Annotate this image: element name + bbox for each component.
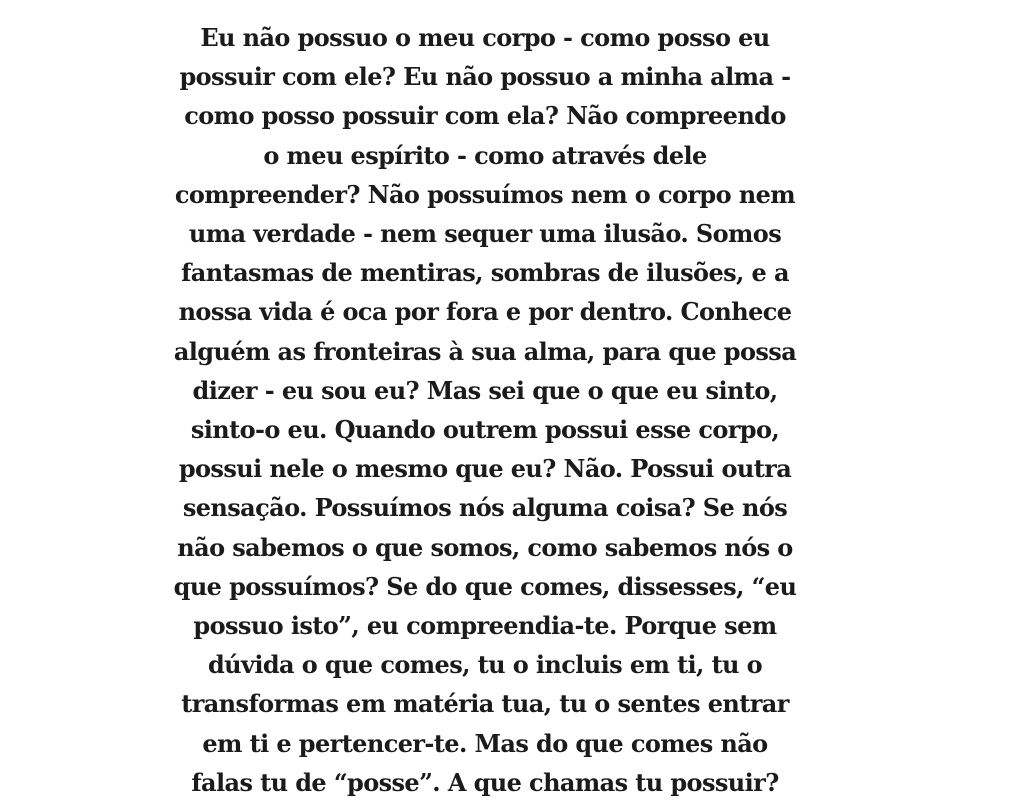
text-line: possuir com ele? Eu não possuo a minha alma - (179, 62, 791, 92)
text-line: sensação. Possuímos nós alguma coisa? Se nós (182, 493, 788, 523)
text-line: sinto-o eu. Quando outrem possui esse corpo, (190, 415, 780, 445)
text-line: dúvida o que comes, tu o incluis em ti, tu o (207, 650, 763, 680)
text-line: não sabemos o que somos, como sabemos nós o (177, 532, 793, 562)
text-line: dizer - eu sou eu? Mas sei que o que eu sinto, (192, 375, 778, 405)
text-line: como posso possuir com ela? Não compreendo (184, 101, 786, 131)
text-line: Eu não possuo o meu corpo - como posso eu (200, 23, 770, 52)
text-line: nossa vida é oca por fora e por dentro. Conhece (178, 297, 792, 327)
text-line: possui nele o mesmo que eu? Não. Possui outra (178, 454, 792, 484)
text-line: alguém as fronteiras à sua alma, para que possa (173, 336, 797, 366)
text-line: compreender? Não possuímos nem o corpo nem (174, 179, 796, 209)
text-line: o meu espírito - como através dele (263, 140, 707, 170)
text-line: falas tu de “posse”. A que chamas tu possuir? (191, 767, 779, 797)
text-line: uma verdade - nem sequer uma ilusão. Somos (188, 219, 782, 249)
text-line: fantasmas de mentiras, sombras de ilusões, e a (181, 258, 789, 288)
text-line: possuo isto”, eu compreendia-te. Porque sem (193, 611, 777, 641)
text-line: que possuímos? Se do que comes, dissesses, “eu (173, 571, 797, 601)
quote-paragraph (150, 18, 820, 802)
text-line: transformas em matéria tua, tu o sentes entrar (181, 689, 789, 719)
text-line: em ti e pertencer-te. Mas do que comes não (202, 728, 768, 758)
